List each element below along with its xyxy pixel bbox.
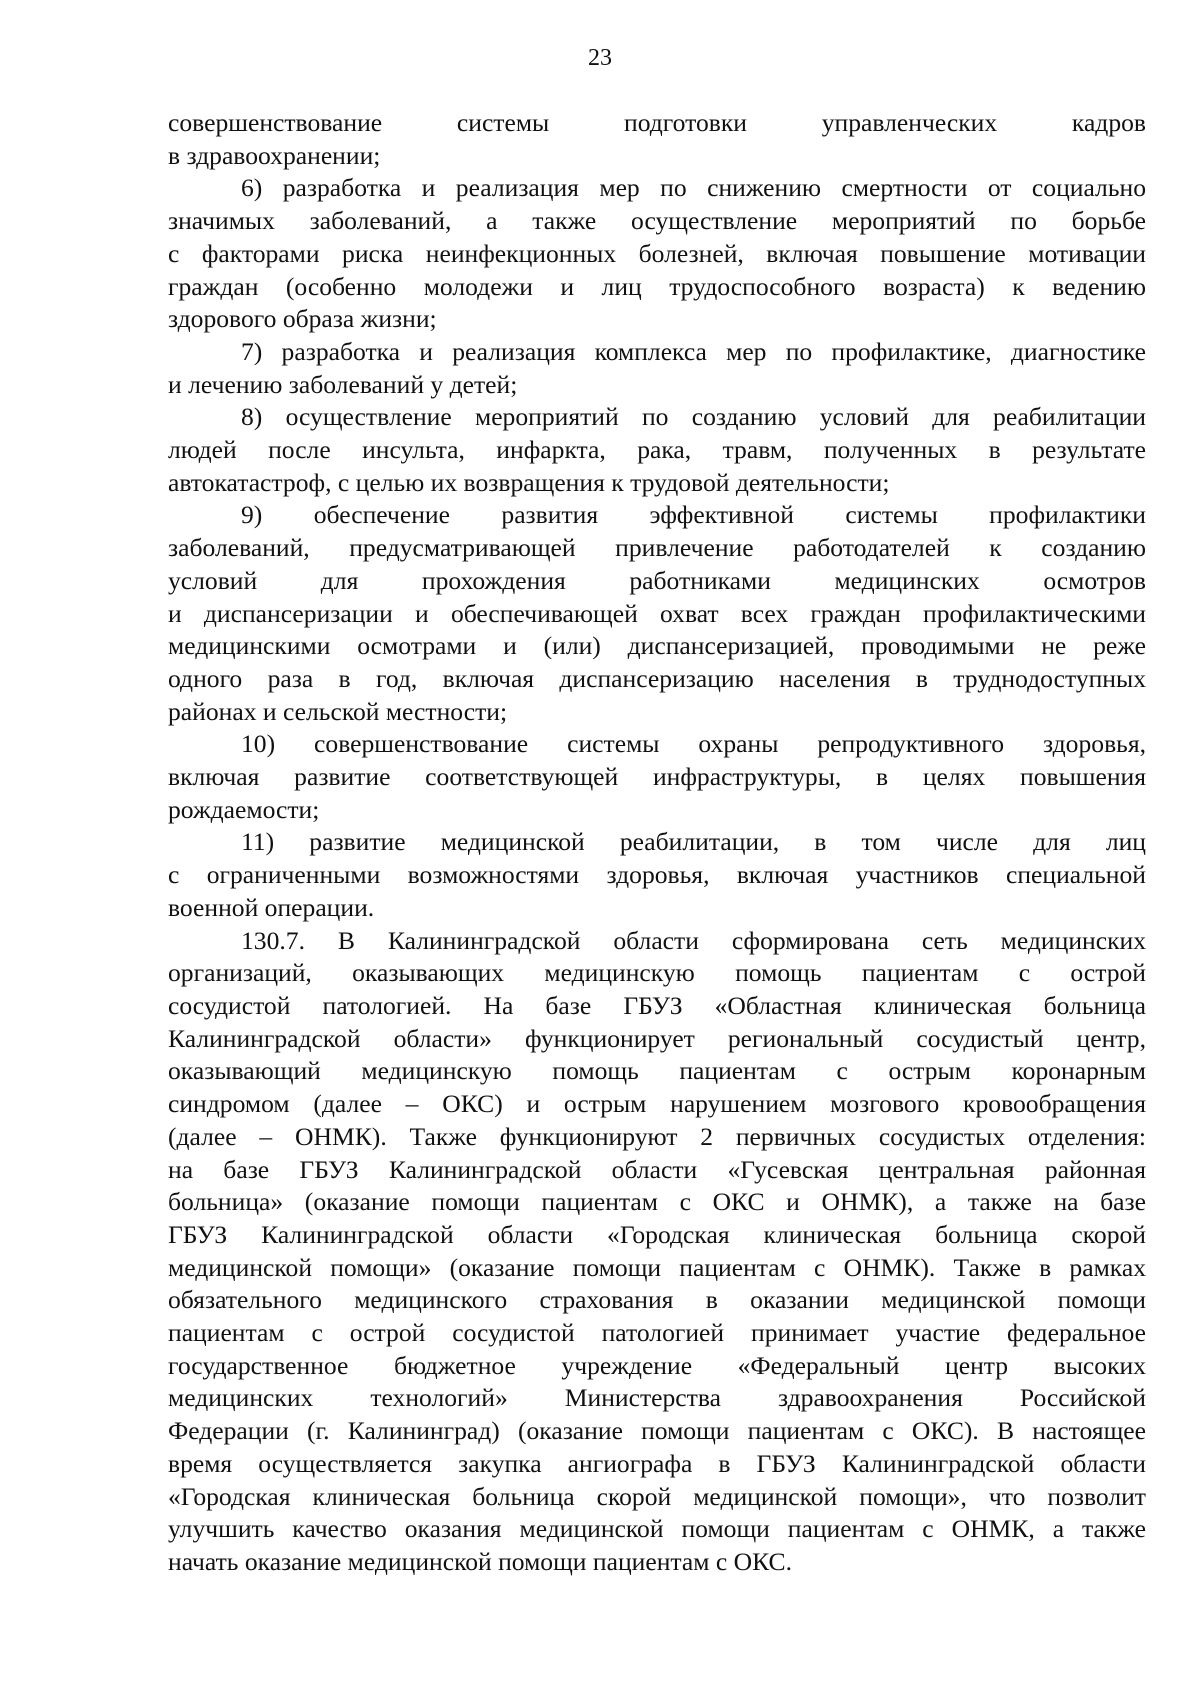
text-line: 10) совершенствование системы охраны репродуктивного здоровья, <box>241 729 1146 759</box>
text-line: организаций, оказывающих медицинскую помощь пациентам с острой <box>168 958 1146 988</box>
text-line: 11) развитие медицинской реабилитации, в том числе для лиц <box>241 827 1146 857</box>
text-line: медицинских технологий» Министерства здравоохранения Российской <box>168 1383 1146 1413</box>
text-line: медицинскими осмотрами и (или) диспансеризацией, проводимыми не реже <box>168 631 1146 661</box>
text-line: сосудистой патологией. На базе ГБУЗ «Областная клиническая больница <box>168 990 1146 1020</box>
text-line: улучшить качество оказания медицинской помощи пациентам с ОНМК, а также <box>168 1514 1146 1544</box>
text-line: и лечению заболеваний у детей; <box>168 369 518 399</box>
text-line: 9) обеспечение развития эффективной системы профилактики <box>241 500 1146 530</box>
text-line: 8) осуществление мероприятий по созданию условий для реабилитации <box>241 402 1146 432</box>
text-line: людей после инсульта, инфаркта, рака, травм, полученных в результате <box>168 435 1146 465</box>
paragraph-p8 <box>168 401 1146 499</box>
paragraph-p0 <box>168 107 1146 172</box>
text-line: военной операции. <box>168 892 375 922</box>
text-line: 7) разработка и реализация комплекса мер по профилактике, диагностике <box>241 336 1146 366</box>
text-line: государственное бюджетное учреждение «Федеральный центр высоких <box>168 1350 1146 1380</box>
text-line: «Городская клиническая больница скорой медицинской помощи», что позволит <box>168 1481 1146 1511</box>
text-line: в здравоохранении; <box>168 140 381 170</box>
text-line: обязательного медицинского страхования в оказании медицинской помощи <box>168 1285 1146 1315</box>
text-line: районах и сельской местности; <box>168 696 508 726</box>
text-line: 130.7. В Калининградской области сформирована сеть медицинских <box>241 925 1146 955</box>
text-line: начать оказание медицинской помощи пациентам с ОКС. <box>168 1546 792 1576</box>
document-body <box>168 107 1146 1579</box>
paragraph-p6 <box>168 172 1146 336</box>
paragraph-p130_7 <box>168 925 1146 1579</box>
paragraph-p9 <box>168 499 1146 728</box>
paragraph-p11 <box>168 826 1146 924</box>
paragraph-p7 <box>168 336 1146 401</box>
text-line: заболеваний, предусматривающей привлечение работодателей к созданию <box>168 533 1146 563</box>
text-line: Калининградской области» функционирует региональный сосудистый центр, <box>168 1023 1146 1053</box>
text-line: одного раза в год, включая диспансеризацию населения в труднодоступных <box>168 663 1146 693</box>
text-line: медицинской помощи» (оказание помощи пациентам с ОНМК). Также в рамках <box>168 1252 1146 1282</box>
text-line: 6) разработка и реализация мер по снижению смертности от социально <box>241 173 1146 203</box>
text-line: на базе ГБУЗ Калининградской области «Гусевская центральная районная <box>168 1154 1146 1184</box>
text-line: рождаемости; <box>168 794 320 824</box>
text-line: пациентам с острой сосудистой патологией принимает участие федеральное <box>168 1318 1146 1348</box>
text-line: автокатастроф, с целью их возвращения к трудовой деятельности; <box>168 467 890 497</box>
text-line: здорового образа жизни; <box>168 304 437 334</box>
text-line: синдромом (далее – ОКС) и острым нарушением мозгового кровообращения <box>168 1089 1146 1119</box>
text-line: условий для прохождения работниками медицинских осмотров <box>168 565 1146 595</box>
text-line: с факторами риска неинфекционных болезней, включая повышение мотивации <box>168 238 1146 268</box>
text-line: время осуществляется закупка ангиографа в ГБУЗ Калининградской области <box>168 1448 1146 1478</box>
page-number: 23 <box>588 45 612 71</box>
text-line: ГБУЗ Калининградской области «Городская клиническая больница скорой <box>168 1219 1146 1249</box>
text-line: больница» (оказание помощи пациентам с ОКС и ОНМК), а также на базе <box>168 1187 1146 1217</box>
text-line: граждан (особенно молодежи и лиц трудоспособного возраста) к ведению <box>168 271 1146 301</box>
text-line: оказывающий медицинскую помощь пациентам с острым коронарным <box>168 1056 1146 1086</box>
text-line: (далее – ОНМК). Также функционируют 2 первичных сосудистых отделения: <box>168 1121 1146 1151</box>
paragraph-p10 <box>168 728 1146 826</box>
text-line: включая развитие соответствующей инфраструктуры, в целях повышения <box>168 762 1146 792</box>
text-line: значимых заболеваний, а также осуществление мероприятий по борьбе <box>168 206 1146 236</box>
text-line: и диспансеризации и обеспечивающей охват всех граждан профилактическими <box>168 598 1146 628</box>
text-line: с ограниченными возможностями здоровья, включая участников специальной <box>168 860 1146 890</box>
text-line: совершенствование системы подготовки управленческих кадров <box>168 108 1146 137</box>
text-line: Федерации (г. Калининград) (оказание помощи пациентам с ОКС). В настоящее <box>168 1416 1146 1446</box>
